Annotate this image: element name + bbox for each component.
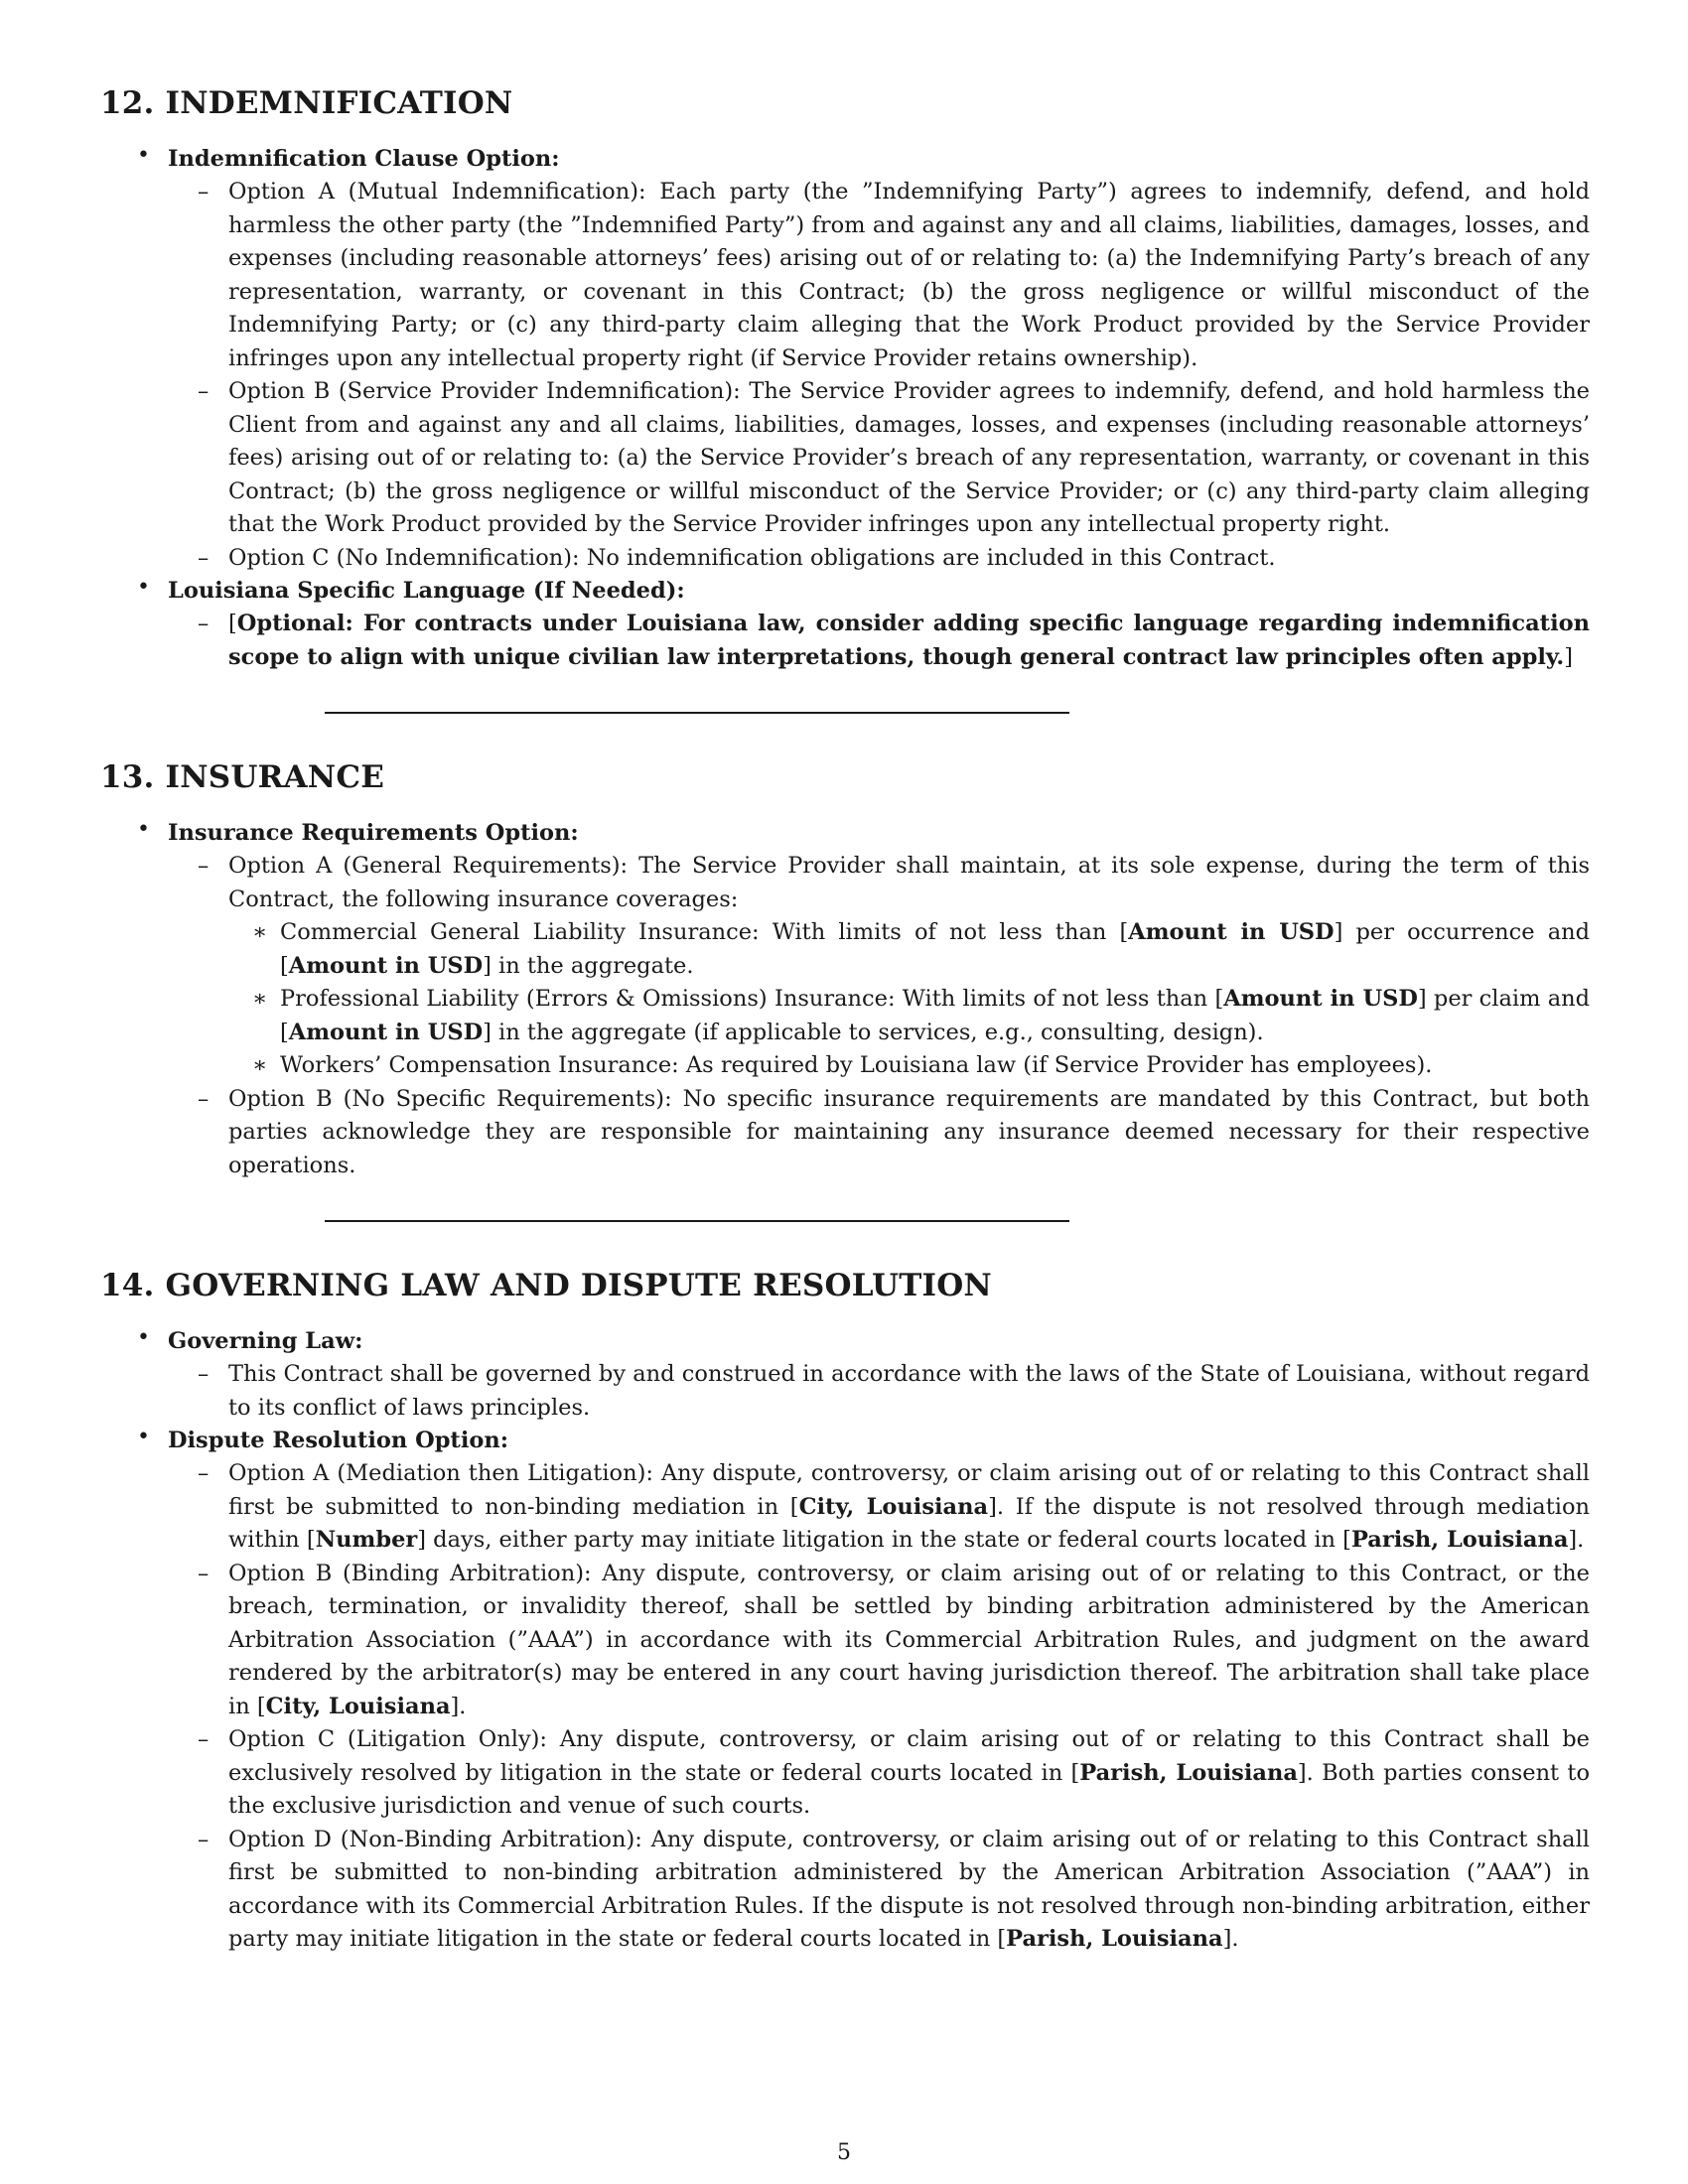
- bracket: ]: [1564, 643, 1573, 670]
- section-governing-law: [100, 1268, 1590, 1957]
- list-item: – Option B (Service Provider Indemnification): The Service Provider agrees to indemnify, defend, and hold harmless the Client from and against any and all claims, liabilities, damages, losses, and expenses (including reasonable attorneys’ fees) arising out of or relating to: (a) the Service Provider’s breach of any representation, warranty, or covenant in this Contract; (b) the gross negligence or willful misconduct of the Service Provider; or (c) any third-party claim alleging that the Work Product provided by the Service Provider infringes upon any intellectual property right.: [168, 375, 1590, 542]
- list-item: [168, 1558, 1590, 1724]
- placeholder-city: City, Louisiana: [265, 1693, 451, 1719]
- placeholder-number: Number: [315, 1527, 418, 1553]
- text: ] per claim and [: [280, 986, 1591, 1045]
- optional-note: Optional: For contracts under Louisiana law, consider adding specific language regarding indemnification scope to align with unique civilian law interpretations, though general contract law principles often apply.: [228, 611, 1590, 670]
- list-item: [168, 1824, 1590, 1957]
- bullet-list: [100, 1325, 1590, 1957]
- placeholder-amount: Amount in USD: [288, 952, 484, 979]
- list-item: [228, 983, 1590, 1049]
- section-insurance: [100, 759, 1590, 1182]
- list-item: [168, 850, 1590, 1083]
- text: ] per occurrence and [: [280, 919, 1590, 979]
- list-item: ∗ Workers’ Compensation Insurance: As required by Louisiana law (if Service Provider has employees).: [228, 1049, 1590, 1083]
- text: Option B (Binding Arbitration): Any dispute, controversy, or claim arising out of or relating to this Contract, or the breach, termination, or invalidity thereof, shall be settled by binding arbitration administered by the American Arbitration Association (”AAA”) in accordance with its Commercial Arbitration Rules, and judgment on the award rendered by the arbitrator(s) may be entered in any court having jurisdiction thereof. The arbitration shall take place in [: [228, 1560, 1590, 1719]
- page-number: 5: [837, 2140, 851, 2165]
- section-title: 13. INSURANCE: [100, 759, 385, 795]
- list-item: [100, 575, 1590, 674]
- section-title: 14. GOVERNING LAW AND DISPUTE RESOLUTION: [100, 1268, 992, 1303]
- placeholder-amount: Amount in USD: [1128, 919, 1335, 945]
- text: ]. Both parties consent to the exclusive jurisdiction and venue of such courts.: [228, 1759, 1591, 1819]
- subheading: • Governing Law:: [168, 1328, 363, 1354]
- text: ] days, either party may initiate litigation in the state or federal courts located in [: [417, 1527, 1351, 1553]
- list-item: [168, 1723, 1590, 1824]
- text: ].: [1568, 1527, 1585, 1553]
- section-divider: [325, 712, 1069, 714]
- section-title: 12. INDEMNIFICATION: [100, 85, 513, 121]
- list-item: [100, 1425, 1590, 1957]
- text: ].: [1222, 1926, 1239, 1952]
- list-item: – Option C (No Indemnification): No indemnification obligations are included in this Contract.: [168, 542, 1590, 576]
- option-text: Option A (General Requirements): The Service Provider shall maintain, at its sole expense, during the term of this Contract, the following insurance coverages:: [228, 853, 1590, 912]
- placeholder-parish: Parish, Louisiana: [1006, 1926, 1223, 1952]
- subheading: • Dispute Resolution Option:: [168, 1428, 509, 1453]
- list-item: [228, 916, 1590, 983]
- list-item: [168, 1457, 1590, 1558]
- text: ].: [450, 1693, 467, 1719]
- section-divider: [325, 1220, 1069, 1222]
- text: Professional Liability (Errors & Omissions) Insurance: With limits of not less than [: [280, 986, 1224, 1012]
- list-item: [100, 143, 1590, 575]
- bullet-list: [100, 143, 1590, 674]
- option-list: [168, 1358, 1590, 1425]
- option-list: [168, 1457, 1590, 1957]
- text: ] in the aggregate.: [483, 952, 694, 979]
- list-item: – This Contract shall be governed by and construed in accordance with the laws of the State of Louisiana, without regard to its conflict of laws principles.: [168, 1358, 1590, 1425]
- subheading: • Indemnification Clause Option:: [168, 146, 560, 172]
- placeholder-parish: Parish, Louisiana: [1079, 1759, 1298, 1786]
- list-item: [100, 817, 1590, 1182]
- text: Option A (Mediation then Litigation): Any dispute, controversy, or claim arising out of or relating to this Contract shall first be submitted to non-binding mediation in [: [228, 1460, 1590, 1520]
- coverage-list: [228, 916, 1590, 1083]
- option-list: [168, 608, 1590, 674]
- list-item: – Option A (Mutual Indemnification): Each party (the ”Indemnifying Party”) agrees to indemnify, defend, and hold harmless the other party (the ”Indemnified Party”) from and against any and all claims, liabilities, damages, losses, and expenses (including reasonable attorneys’ fees) arising out of or relating to: (a) the Indemnifying Party’s breach of any representation, warranty, or covenant in this Contract; (b) the gross negligence or willful misconduct of the Indemnifying Party; or (c) any third-party claim alleging that the Work Product provided by the Service Provider infringes upon any intellectual property right (if Service Provider retains ownership).: [168, 176, 1590, 375]
- list-item: [168, 608, 1590, 674]
- text: ]. If the dispute is not resolved through mediation within [: [228, 1493, 1590, 1553]
- bullet-list: [100, 817, 1590, 1182]
- list-item: [100, 1325, 1590, 1425]
- text: ] in the aggregate (if applicable to services, e.g., consulting, design).: [483, 1019, 1264, 1045]
- text: Commercial General Liability Insurance: With limits of not less than [: [280, 919, 1129, 945]
- bracket: [: [228, 611, 237, 636]
- placeholder-parish: Parish, Louisiana: [1350, 1527, 1569, 1553]
- text: Option C (Litigation Only): Any dispute, controversy, or claim arising out of or relating to this Contract shall be exclusively resolved by litigation in the state or federal courts located in [: [228, 1726, 1590, 1786]
- subheading: • Insurance Requirements Option:: [168, 820, 579, 846]
- subheading: • Louisiana Specific Language (If Needed):: [168, 578, 685, 604]
- document-page: [100, 85, 1590, 1957]
- text: Option D (Non-Binding Arbitration): Any dispute, controversy, or claim arising out of or relating to this Contract shall first be submitted to non-binding arbitration administered by the American Arbitration Association (”AAA”) in accordance with its Commercial Arbitration Rules. If the dispute is not resolved through non-binding arbitration, either party may initiate litigation in the state or federal courts located in [: [228, 1826, 1590, 1952]
- list-item: – Option B (No Specific Requirements): No specific insurance requirements are mandated by this Contract, but both parties acknowledge they are responsible for maintaining any insurance deemed necessary for their respective operations.: [168, 1083, 1590, 1183]
- section-indemnification: [100, 85, 1590, 674]
- placeholder-city: City, Louisiana: [798, 1493, 989, 1520]
- option-list: [168, 850, 1590, 1182]
- placeholder-amount: Amount in USD: [1223, 986, 1418, 1012]
- placeholder-amount: Amount in USD: [288, 1019, 484, 1045]
- option-list: [168, 176, 1590, 575]
